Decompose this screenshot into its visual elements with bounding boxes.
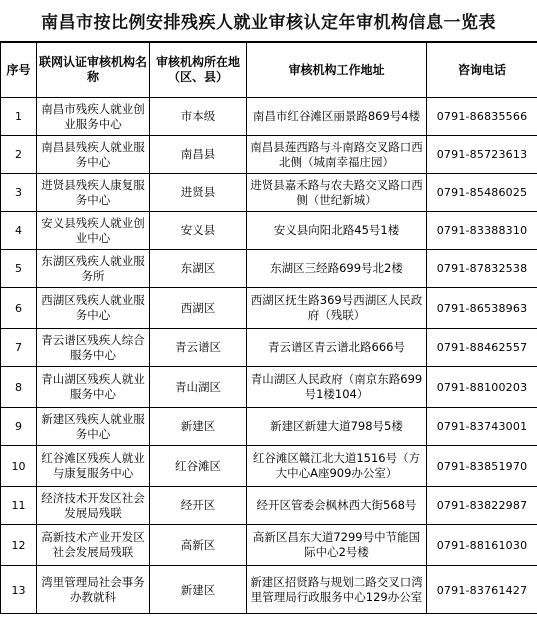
cell-district: 安义县: [150, 212, 247, 250]
cell-address: 青山湖区人民政府（南京东路699号1楼104）: [247, 367, 427, 408]
cell-seq: 8: [1, 367, 37, 408]
header-seq: 序号: [1, 43, 37, 98]
cell-phone: 0791-88161030: [427, 525, 537, 566]
cell-name: 南昌市残疾人就业创业服务中心: [37, 98, 150, 136]
cell-district: 红谷滩区: [150, 446, 247, 487]
header-name: 联网认证审核机构名称: [37, 43, 150, 98]
cell-phone: 0791-83761427: [427, 566, 537, 615]
table-row: [1, 174, 537, 212]
header-district: 审核机构所在地（区、县）: [150, 43, 247, 98]
cut-off-row-edge: [0, 613, 537, 624]
cell-name: 青云谱区残疾人综合服务中心: [37, 329, 150, 367]
cell-phone: 0791-85723613: [427, 136, 537, 174]
cell-phone: 0791-83851970: [427, 446, 537, 487]
cell-name: 红谷滩区残疾人就业与康复服务中心: [37, 446, 150, 487]
cell-name: 东湖区残疾人就业服务所: [37, 250, 150, 288]
table-row: [1, 487, 537, 525]
cell-seq: 13: [1, 566, 37, 615]
cell-address: 经开区管委会枫林西大街568号: [247, 487, 427, 525]
cell-name: 经济技术开发区社会发展局残联: [37, 487, 150, 525]
table-row: [1, 288, 537, 329]
cell-seq: 10: [1, 446, 37, 487]
cell-district: 青山湖区: [150, 367, 247, 408]
info-table: [0, 42, 537, 615]
cell-name: 安义县残疾人就业创业中心: [37, 212, 150, 250]
table-row: [1, 250, 537, 288]
cell-seq: 12: [1, 525, 37, 566]
cell-address: 南昌县莲西路与斗南路交叉路口西北侧（城南幸福庄园）: [247, 136, 427, 174]
cell-seq: 3: [1, 174, 37, 212]
cell-seq: 9: [1, 408, 37, 446]
cell-name: 西湖区残疾人就业服务中心: [37, 288, 150, 329]
cell-district: 南昌县: [150, 136, 247, 174]
cell-phone: 0791-86538963: [427, 288, 537, 329]
cell-district: 东湖区: [150, 250, 247, 288]
cell-district: 高新区: [150, 525, 247, 566]
cell-address: 西湖区抚生路369号西湖区人民政府（残联）: [247, 288, 427, 329]
cell-seq: 5: [1, 250, 37, 288]
cell-district: 经开区: [150, 487, 247, 525]
table-row: [1, 525, 537, 566]
cell-district: 西湖区: [150, 288, 247, 329]
cell-district: 新建区: [150, 566, 247, 615]
cell-name: 高新技术产业开发区社会发展局残联: [37, 525, 150, 566]
cell-address: 新建区招贤路与规划二路交叉口湾里管理局行政服务中心129办公室: [247, 566, 427, 615]
page-title: 南昌市按比例安排残疾人就业审核认定年审机构信息一览表: [0, 0, 537, 42]
cell-seq: 1: [1, 98, 37, 136]
table-row: [1, 136, 537, 174]
table-row: [1, 367, 537, 408]
cell-name: 新建区残疾人就业服务中心: [37, 408, 150, 446]
cell-seq: 11: [1, 487, 37, 525]
table-row: [1, 446, 537, 487]
cell-address: 南昌市红谷滩区丽景路869号4楼: [247, 98, 427, 136]
cell-name: 进贤县残疾人康复服务中心: [37, 174, 150, 212]
cell-phone: 0791-83388310: [427, 212, 537, 250]
cell-phone: 0791-87832538: [427, 250, 537, 288]
cell-seq: 7: [1, 329, 37, 367]
table-row: [1, 329, 537, 367]
cell-phone: 0791-83822987: [427, 487, 537, 525]
cell-seq: 2: [1, 136, 37, 174]
cell-address: 东湖区三经路699号北2楼: [247, 250, 427, 288]
table-header-row: [1, 43, 537, 98]
cell-district: 市本级: [150, 98, 247, 136]
cell-phone: 0791-88100203: [427, 367, 537, 408]
table-row: [1, 566, 537, 615]
cell-phone: 0791-83743001: [427, 408, 537, 446]
cell-phone: 0791-86835566: [427, 98, 537, 136]
cell-name: 湾里管理局社会事务办教就科: [37, 566, 150, 615]
cell-address: 青云谱区青云谱北路666号: [247, 329, 427, 367]
header-phone: 咨询电话: [427, 43, 537, 98]
cell-seq: 6: [1, 288, 37, 329]
table-row: [1, 98, 537, 136]
cell-phone: 0791-85486025: [427, 174, 537, 212]
cell-address: 高新区昌东大道7299号中节能国际中心2号楼: [247, 525, 427, 566]
header-address: 审核机构工作地址: [247, 43, 427, 98]
cell-district: 进贤县: [150, 174, 247, 212]
cell-name: 南昌县残疾人就业服务中心: [37, 136, 150, 174]
cell-phone: 0791-88462557: [427, 329, 537, 367]
cell-name: 青山湖区残疾人就业服务中心: [37, 367, 150, 408]
cell-address: 新建区新建大道798号5楼: [247, 408, 427, 446]
cell-address: 红谷滩区赣江北大道1516号（方大中心A座909办公室）: [247, 446, 427, 487]
cell-seq: 4: [1, 212, 37, 250]
cell-district: 青云谱区: [150, 329, 247, 367]
cell-district: 新建区: [150, 408, 247, 446]
table-row: [1, 408, 537, 446]
cell-address: 安义县向阳北路45号1楼: [247, 212, 427, 250]
cell-address: 进贤县嘉禾路与农夫路交叉路口西侧（世纪新城）: [247, 174, 427, 212]
table-row: [1, 212, 537, 250]
